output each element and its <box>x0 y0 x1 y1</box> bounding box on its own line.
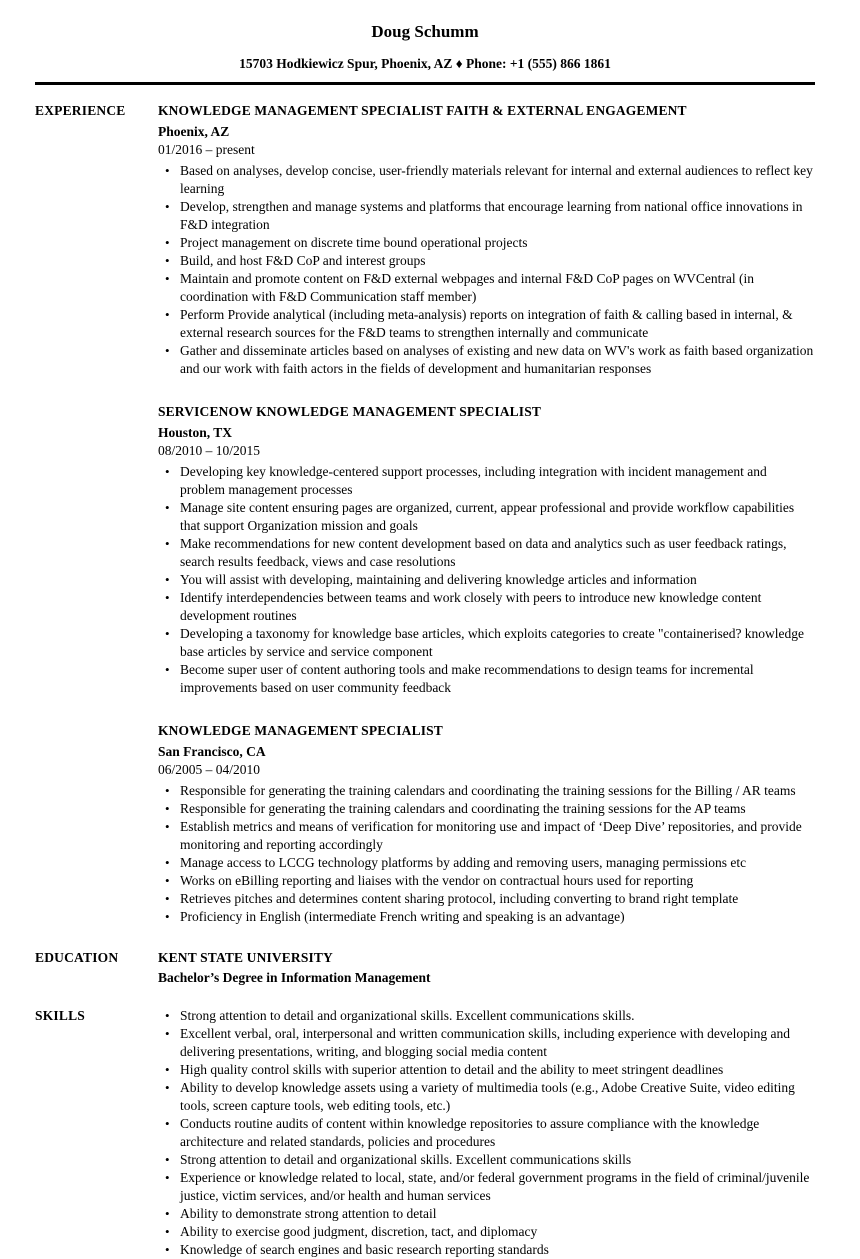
bullet-item: • Conducts routine audits of content within knowledge repositories to assure compliance with the knowledge architecture and related standards, policies and procedures <box>158 1115 815 1151</box>
resume-header <box>35 22 815 85</box>
job-bullet-list <box>158 162 815 378</box>
education-degree: Bachelor’s Degree in Information Management <box>158 970 431 985</box>
job-dates: 01/2016 – present <box>158 142 255 157</box>
job-entry <box>158 721 815 926</box>
bullet-item: • Identify interdependencies between teams and work closely with peers to introduce new knowledge content development routines <box>158 589 815 625</box>
person-name: Doug Schumm <box>371 22 479 41</box>
header-divider <box>35 82 815 85</box>
contact-line: 15703 Hodkiewicz Spur, Phoenix, AZ ♦ Phone: +1 (555) 866 1861 <box>239 56 611 71</box>
bullet-item: • Knowledge of search engines and basic research reporting standards <box>158 1241 815 1259</box>
bullet-item: • Works on eBilling reporting and liaises with the vendor on contractual hours used for reporting <box>158 872 815 890</box>
job-bullet-list <box>158 782 815 926</box>
bullet-item: • Retrieves pitches and determines content sharing protocol, including converting to brand right template <box>158 890 815 908</box>
job-entry <box>158 101 815 378</box>
bullet-item: • Gather and disseminate articles based on analyses of existing and new data on WV's work as faith based organization and our work with faith actors in the fields of development and humanitarian responses <box>158 342 815 378</box>
bullet-item: • Experience or knowledge related to local, state, and/or federal government programs in the field of criminal/juvenile justice, victim services, and/or health and human services <box>158 1169 815 1205</box>
bullet-item: • Manage access to LCCG technology platforms by adding and removing users, managing permissions etc <box>158 854 815 872</box>
job-entry <box>158 402 815 697</box>
education-section <box>35 948 815 988</box>
bullet-item: • Manage site content ensuring pages are organized, current, appear professional and provide workflow capabilities that support Organization mission and goals <box>158 499 815 535</box>
education-content <box>158 948 815 988</box>
section-label-education: EDUCATION <box>35 950 119 965</box>
bullet-item: • Proficiency in English (intermediate French writing and speaking is an advantage) <box>158 908 815 926</box>
bullet-item: • Strong attention to detail and organizational skills. Excellent communications skills. <box>158 1007 815 1025</box>
bullet-item: • Make recommendations for new content development based on data and analytics such as user feedback ratings, search results feedback, views and case resolutions <box>158 535 815 571</box>
experience-section <box>35 101 815 926</box>
bullet-item: • Responsible for generating the training calendars and coordinating the training sessions for the Billing / AR teams <box>158 782 815 800</box>
bullet-item: • Perform Provide analytical (including meta-analysis) reports on integration of faith & calling based in internal, & external research sources for the F&D teams to strengthen internally and communicate <box>158 306 815 342</box>
skills-section <box>35 1006 815 1259</box>
section-label-skills: SKILLS <box>35 1008 85 1023</box>
experience-content <box>158 101 815 926</box>
job-location: San Francisco, CA <box>158 744 266 759</box>
section-label-experience: EXPERIENCE <box>35 103 126 118</box>
job-dates: 06/2005 – 04/2010 <box>158 762 261 777</box>
bullet-item: • Strong attention to detail and organizational skills. Excellent communications skills <box>158 1151 815 1169</box>
bullet-item: • Excellent verbal, oral, interpersonal and written communication skills, including experience with developing and delivering presentations, writing, and blogging social media content <box>158 1025 815 1061</box>
job-title: SERVICENOW KNOWLEDGE MANAGEMENT SPECIALIST <box>158 404 542 419</box>
job-location: Phoenix, AZ <box>158 124 230 139</box>
bullet-item: • You will assist with developing, maintaining and delivering knowledge articles and information <box>158 571 815 589</box>
bullet-item: • Maintain and promote content on F&D external webpages and internal F&D CoP pages on WVCentral (in coordination with F&D Communication staff member) <box>158 270 815 306</box>
skills-content <box>158 1006 815 1259</box>
bullet-item: • Developing a taxonomy for knowledge base articles, which exploits categories to create "containerised? knowledge base articles by service and service component <box>158 625 815 661</box>
job-title: KNOWLEDGE MANAGEMENT SPECIALIST FAITH & EXTERNAL ENGAGEMENT <box>158 103 687 118</box>
bullet-item: • Developing key knowledge-centered support processes, including integration with incident management and problem management processes <box>158 463 815 499</box>
bullet-item: • Become super user of content authoring tools and make recommendations to design teams for incremental improvements based on user community feedback <box>158 661 815 697</box>
bullet-item: • Project management on discrete time bound operational projects <box>158 234 815 252</box>
bullet-item: • Responsible for generating the training calendars and coordinating the training sessions for the AP teams <box>158 800 815 818</box>
bullet-item: • Ability to develop knowledge assets using a variety of multimedia tools (e.g., Adobe Creative Suite, video editing tools, screen capture tools, web editing tools, etc.) <box>158 1079 815 1115</box>
education-school: KENT STATE UNIVERSITY <box>158 950 333 965</box>
skills-bullet-list <box>158 1007 815 1259</box>
job-dates: 08/2010 – 10/2015 <box>158 443 261 458</box>
bullet-item: • Build, and host F&D CoP and interest groups <box>158 252 815 270</box>
bullet-item: • High quality control skills with superior attention to detail and the ability to meet stringent deadlines <box>158 1061 815 1079</box>
bullet-item: • Based on analyses, develop concise, user-friendly materials relevant for internal and external audiences to reflect key learning <box>158 162 815 198</box>
job-title: KNOWLEDGE MANAGEMENT SPECIALIST <box>158 723 443 738</box>
bullet-item: • Ability to exercise good judgment, discretion, tact, and diplomacy <box>158 1223 815 1241</box>
bullet-item: • Develop, strengthen and manage systems and platforms that encourage learning from national office innovations in F&D integration <box>158 198 815 234</box>
bullet-item: • Ability to demonstrate strong attention to detail <box>158 1205 815 1223</box>
job-bullet-list <box>158 463 815 697</box>
job-location: Houston, TX <box>158 425 233 440</box>
bullet-item: • Establish metrics and means of verification for monitoring use and impact of ‘Deep Dive’ repositories, and provide monitoring and reporting accordingly <box>158 818 815 854</box>
